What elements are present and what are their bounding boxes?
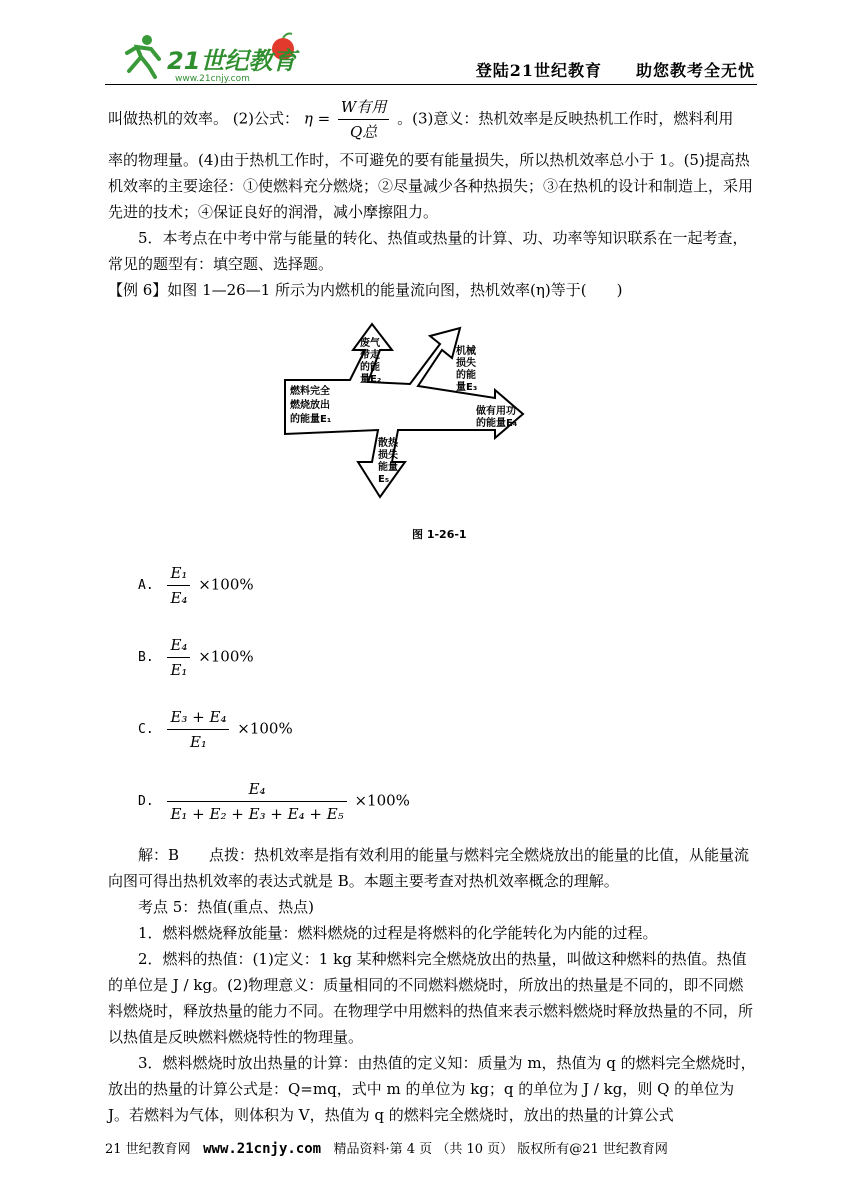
option-fraction: [167, 778, 346, 825]
option-b: [138, 634, 254, 681]
label-e3-line2: 损失: [456, 358, 476, 369]
label-e1-line1: 燃料完全: [290, 386, 330, 397]
label-e3-line3: 的能: [456, 370, 476, 381]
header-slogan: 登陆21世纪教育 助您教考全无忧: [475, 61, 755, 80]
label-e5-line3: 能量: [378, 462, 398, 473]
fraction-denominator: E₁: [170, 661, 188, 679]
fraction-numerator: E₄: [167, 634, 190, 658]
option-c: [138, 706, 293, 753]
text-segment: 叫做热机的效率。 (2)公式：: [108, 109, 300, 128]
option-fraction: [167, 562, 190, 609]
figure-caption: 图 1-26-1: [412, 528, 467, 541]
option-fraction: [167, 634, 190, 681]
footer-site: 21 世纪教育网: [105, 1142, 191, 1157]
option-fraction: [167, 706, 229, 753]
fraction-numerator: E₄: [167, 778, 346, 802]
fraction-denominator: E₄: [170, 589, 188, 607]
fraction-numerator: E₃ + E₄: [167, 706, 229, 730]
fraction-denominator: E₁: [189, 733, 207, 751]
label-e3-line4: 量E₃: [456, 382, 478, 393]
label-e2-line1: 废气: [360, 338, 380, 349]
paragraph-efficiency-cont: 率的物理量。(4)由于热机工作时，不可避免的要有能量损失，所以热机效率总小于 1。(5)提高热机效率的主要途径：①使燃料充分燃烧；②尽量减少各种热损失；③在热机的设计和制造上，采用先进的技术；④保证良好的润滑，减小摩擦阻力。: [108, 151, 754, 221]
option-label: C.: [138, 722, 154, 737]
kp5-item-3: 3．燃料燃烧时放出热量的计算：由热值的定义知：质量为 m，热值为 q 的燃料完全燃烧时，放出的热量的计算公式是：Q=mq，式中 m 的单位为 kg；q 的单位为 J / kg，则 Q 的单位为 J。若燃料为气体，则体积为 V，热值为 q 的燃料完全燃烧时，放出的热量的计算公式: [108, 1054, 756, 1124]
site-logo: [115, 31, 305, 83]
formula-eta: η =: [303, 109, 331, 128]
option-suffix: ×100%: [198, 575, 254, 594]
option-suffix: ×100%: [198, 647, 254, 666]
solution-paragraph: 解：B 点拨：热机效率是指有效利用的能量与燃料完全燃烧放出的能量的比值，从能量流向图可得出热机效率的表达式就是 B。本题主要考查对热机效率概念的理解。: [108, 846, 750, 890]
label-e5-line1: 散热: [378, 438, 398, 449]
solution-section: [108, 842, 756, 1128]
option-a: [138, 562, 254, 609]
text-segment: 。(3)意义：热机效率是反映热机工作时，燃料利用: [397, 109, 734, 128]
kp5-heading: 考点 5：热值(重点、热点): [138, 898, 315, 916]
formula-fraction: [338, 96, 389, 143]
option-label: A.: [138, 578, 154, 593]
header-rule: [105, 84, 757, 85]
fraction-numerator: E₁: [167, 562, 190, 586]
label-e5-line2: 损失: [378, 450, 398, 461]
label-e4-line1: 做有用功: [476, 406, 516, 417]
option-label: D.: [138, 794, 154, 809]
option-suffix: ×100%: [237, 719, 293, 738]
svg-text:www.21cnjy.com: www.21cnjy.com: [175, 74, 250, 83]
label-e3-line1: 机械: [456, 346, 476, 357]
kp5-item-2: 2．燃料的热值：(1)定义：1 kg 某种燃料完全燃烧放出的热量，叫做这种燃料的热值。热值的单位是 J / kg。(2)物理意义：质量相同的不同燃料燃烧时，所放出的热量是不同的，即不同燃料燃烧时，释放热量的能力不同。在物理学中用燃料的热值来表示燃料燃烧时释放热量的不同，所以热值是反映燃料燃烧特性的物理量。: [108, 950, 754, 1046]
label-e2-line3: 的能: [360, 362, 380, 373]
label-e2-line4: 量E₂: [360, 374, 382, 385]
label-e1-line2: 燃烧放出: [290, 400, 330, 411]
svg-text:21世纪教育: 21世纪教育: [167, 47, 297, 75]
footer-url[interactable]: www.21cnjy.com: [203, 1141, 322, 1157]
fraction-denominator: E₁ + E₂ + E₃ + E₄ + E₅: [170, 805, 344, 823]
formula-numerator: W有用: [338, 96, 389, 120]
footer-info: 精品资料·第 4 页 （共 10 页） 版权所有@21 世纪教育网: [333, 1142, 668, 1157]
energy-flow-diagram: [280, 322, 525, 550]
label-e4-line2: 的能量E₄: [476, 418, 518, 429]
label-e5-line4: E₅: [378, 474, 390, 485]
page-header: [105, 25, 755, 85]
paragraph-5: 5．本考点在中考中常与能量的转化、热值或热量的计算、功、功率等知识联系在一起考查，常见的题型有：填空题、选择题。: [108, 229, 748, 273]
label-e1-line3: 的能量E₁: [290, 414, 332, 425]
option-label: B.: [138, 650, 154, 665]
option-d: [138, 778, 410, 825]
label-e2-line2: 带走: [360, 350, 380, 361]
formula-denominator: Q总: [349, 123, 378, 141]
paragraph-efficiency: [108, 96, 756, 303]
page-footer: [105, 1138, 760, 1157]
example-6: 【例 6】如图 1—26—1 所示为内燃机的能量流向图，热机效率(η)等于( ): [108, 281, 623, 299]
kp5-item-1: 1．燃料燃烧释放能量：燃料燃烧的过程是将燃料的化学能转化为内能的过程。: [138, 924, 658, 942]
option-suffix: ×100%: [354, 791, 410, 810]
